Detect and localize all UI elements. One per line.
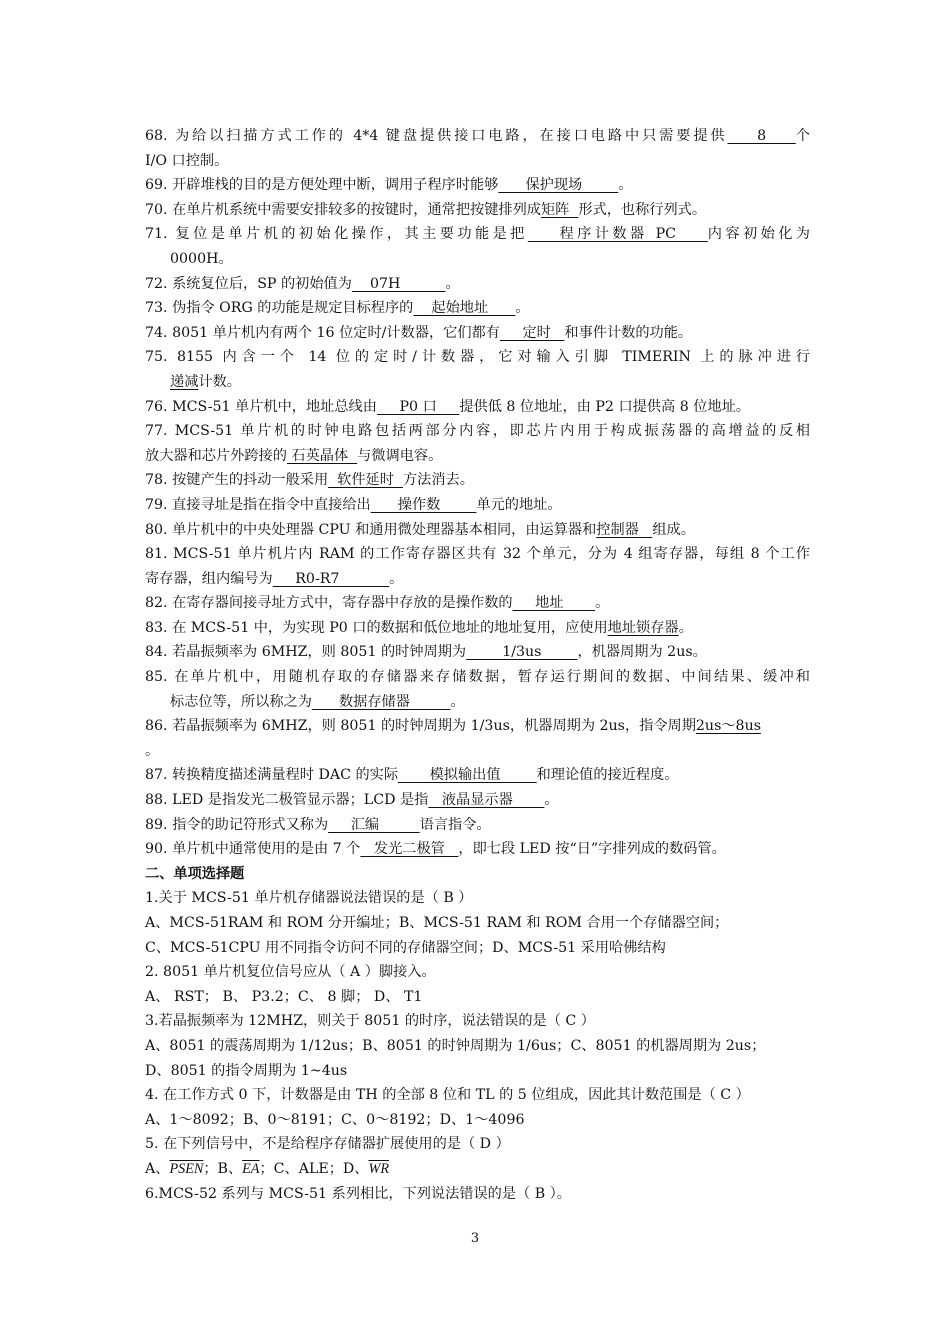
text-line — [145, 1108, 810, 1133]
text-run: 80. 单片机中的中央处理器 CPU 和通用微处理器基本相同，由运算器和 — [145, 521, 597, 538]
text-run: 。 — [544, 792, 559, 809]
text-line — [145, 739, 810, 764]
text-run: C、MCS-51CPU 用不同指令访问不同的存储器空间；D、MCS-51 采用哈佛结构 — [145, 939, 666, 956]
text-line — [145, 173, 810, 198]
text-line — [145, 198, 810, 223]
text-line — [145, 714, 810, 739]
text-line — [145, 886, 810, 911]
text-run: 。 — [389, 570, 404, 587]
text-run: 单元的地址。 — [476, 496, 562, 513]
text-run: 。 — [618, 177, 633, 194]
text-line — [145, 149, 810, 174]
text-run: 2. 8051 单片机复位信号应从（ A ）脚接入。 — [145, 964, 436, 981]
overlined-signal: PSEN — [169, 1160, 204, 1177]
section-heading — [145, 862, 810, 887]
text-line — [145, 788, 810, 813]
text-run: 86. 若晶振频率为 6MHZ，则 8051 的时钟周期为 1/3us，机器周期为 2us，指令周期 — [145, 718, 696, 735]
text-line — [145, 493, 810, 518]
text-line — [145, 1083, 810, 1108]
text-run: ，即七段 LED 按“日”字排列成的数码管。 — [458, 841, 726, 858]
text-run: 85. 在单片机中，用随机存取的存储器来存储数据，暂存运行期间的数据、中间结果、缓冲和 — [145, 669, 810, 686]
answer-blank: 软件延时 — [328, 472, 403, 489]
text-run: D、8051 的指令周期为 1~4us — [145, 1062, 348, 1079]
text-line — [145, 813, 810, 838]
answer-blank: 定时 — [499, 324, 565, 341]
text-run: 3.若晶振频率为 12MHZ，则关于 8051 的时序，说法错误的是（ C ） — [145, 1013, 595, 1030]
text-line — [145, 567, 810, 592]
text-run: 75. 8155 内含一个 14 位的定时/计数器，它对输入引脚 TIMERIN 上的脉冲进行 — [145, 349, 810, 366]
text-run: 71. 复位是单片机的初始化操作，其主要功能是把 — [145, 226, 528, 243]
text-line — [145, 1132, 810, 1157]
text-run: 4. 在工作方式 0 下，计数器是由 TH 的全部 8 位和 TL 的 5 位组成，因此其计数范围是（ C ） — [145, 1087, 750, 1104]
text-line — [145, 1034, 810, 1059]
text-run: 形式，也称行列式。 — [578, 201, 707, 218]
answer-blank: 操作数 — [370, 496, 477, 513]
answer-blank: 数据存储器 — [311, 693, 451, 710]
text-line — [145, 1157, 810, 1182]
text-line — [145, 591, 810, 616]
text-run: 。 — [450, 693, 465, 710]
text-run: 计数。 — [198, 373, 241, 390]
text-run: ；B、 — [203, 1160, 243, 1177]
answer-blank: 程序计数器 PC — [527, 226, 708, 243]
answer-blank: 递减 — [170, 373, 199, 390]
text-line — [145, 616, 810, 641]
text-run: 77. MCS-51 单片机的时钟电路包括两部分内容，即芯片内用于构成振荡器的高增益的反相 — [145, 423, 810, 440]
answer-blank: 起始地址 — [413, 300, 516, 317]
text-run: 与微调电容。 — [357, 447, 443, 464]
text-run: 5. 在下列信号中，不是给程序存储器扩展使用的是（ D ） — [145, 1136, 510, 1153]
text-run: A、 RST； B、 P3.2；C、 8 脚； D、 T1 — [145, 988, 423, 1005]
text-run: 语言指令。 — [419, 816, 491, 833]
text-line — [145, 518, 810, 543]
text-run: 70. 在单片机系统中需要安排较多的按键时，通常把按键排列成 — [145, 201, 541, 218]
answer-blank: P0 口 — [376, 398, 460, 415]
text-run: 和理论值的接近程度。 — [536, 767, 679, 784]
text-line — [145, 222, 810, 247]
text-run: 72. 系统复位后，SP 的初始值为 — [145, 275, 352, 292]
text-line — [145, 296, 810, 321]
text-run: 0000H。 — [170, 250, 233, 267]
text-run: 78. 按键产生的抖动一般采用 — [145, 472, 329, 489]
text-run: A、MCS-51RAM 和 ROM 分开编址；B、MCS-51 RAM 和 ROM 合用一个存储器空间； — [145, 915, 729, 931]
answer-blank: 汇编 — [328, 816, 420, 833]
text-line — [145, 345, 810, 370]
text-line — [145, 985, 810, 1010]
text-run: 74. 8051 单片机内有两个 16 位定时/计数器，它们都有 — [145, 324, 500, 341]
text-run: 87. 转换精度描述满量程时 DAC 的实际 — [145, 767, 399, 784]
answer-blank: 2us～8us — [695, 718, 761, 735]
answer-blank: R0-R7 — [272, 570, 390, 587]
text-run: 6.MCS-52 系列与 MCS-51 系列相比，下列说法错误的是（ B ）。 — [145, 1185, 571, 1202]
text-line — [145, 936, 810, 961]
text-run: 放大器和芯片外跨接的 — [145, 447, 287, 464]
text-run: ，机器周期为 2us。 — [577, 644, 707, 661]
text-run: 1.关于 MCS-51 单片机存储器说法错误的是（ B ） — [145, 890, 473, 907]
text-run: 。 — [515, 300, 530, 317]
text-run: 内容初始化为 — [707, 226, 810, 243]
text-line — [145, 468, 810, 493]
text-run: ；C、ALE；D、 — [259, 1160, 369, 1177]
overlined-signal: $\overline{EA}$ — [242, 1160, 260, 1177]
text-run: 方法消去。 — [402, 472, 474, 489]
text-line — [145, 444, 810, 469]
text-run: 组成。 — [652, 521, 695, 538]
text-line — [145, 665, 810, 690]
text-line — [145, 1182, 810, 1207]
text-line — [145, 911, 810, 936]
text-line — [145, 542, 810, 567]
text-run: 69. 开辟堆栈的目的是方便处理中断，调用子程序时能够 — [145, 177, 499, 194]
text-line — [145, 247, 810, 272]
answer-blank: 发光二极管 — [360, 841, 459, 858]
text-line — [145, 1009, 810, 1034]
text-line — [145, 395, 810, 420]
text-run: 89. 指令的助记符形式又称为 — [145, 816, 329, 833]
text-line — [145, 321, 810, 346]
text-run: 。 — [678, 619, 693, 636]
text-line — [145, 690, 810, 715]
text-run: 73. 伪指令 ORG 的功能是规定目标程序的 — [145, 300, 414, 317]
text-line — [145, 419, 810, 444]
text-run: 82. 在寄存器间接寻址方式中，寄存器中存放的是操作数的 — [145, 595, 513, 612]
answer-blank: 地址 — [512, 595, 596, 612]
text-run: 。 — [595, 595, 610, 612]
text-run: 提供低 8 位地址，由 P2 口提供高 8 位地址。 — [459, 398, 750, 415]
text-run: 寄存器，组内编号为 — [145, 570, 273, 587]
text-line — [145, 640, 810, 665]
text-line — [145, 837, 810, 862]
text-run: 76. MCS-51 单片机中，地址总线由 — [145, 398, 377, 415]
text-run: 81. MCS-51 单片机片内 RAM 的工作寄存器区共有 32 个单元，分为 4 组寄存器，每组 8 个工作 — [145, 546, 810, 563]
text-run: A、8051 的震荡周期为 1/12us；B、8051 的时钟周期为 1/6us；C、8051 的机器周期为 2us； — [145, 1037, 766, 1054]
text-line — [145, 763, 810, 788]
text-run: 88. LED 是指发光二极管显示器；LCD 是指 — [145, 792, 429, 809]
text-run: 68. 为给以扫描方式工作的 4*4 键盘提供接口电路，在接口电路中只需要提供 — [145, 128, 728, 144]
answer-blank: 液晶显示器 — [428, 792, 545, 809]
text-run: 个 — [795, 128, 810, 144]
text-run: 84. 若晶振频率为 6MHZ，则 8051 的时钟周期为 — [145, 644, 467, 661]
answer-blank: 石英晶体 — [286, 447, 358, 464]
text-run: A、1～8092；B、0～8191；C、0～8192；D、1～4096 — [145, 1111, 525, 1128]
text-line — [145, 370, 810, 395]
text-run: 。 — [145, 742, 160, 759]
text-line — [145, 124, 810, 149]
answer-blank: 矩阵 — [540, 201, 579, 218]
answer-blank: 8 — [727, 128, 796, 144]
answer-blank: 07H — [351, 275, 446, 292]
answer-blank: 1/3us — [466, 644, 578, 661]
text-line — [145, 272, 810, 297]
text-run: 。 — [445, 275, 460, 292]
text-run: 二、单项选择题 — [145, 865, 245, 882]
page-number: 3 — [470, 1231, 480, 1246]
text-run: A、 — [145, 1160, 170, 1177]
text-run: 83. 在 MCS-51 中，为实现 P0 口的数据和低位地址的地址复用，应使用 — [145, 619, 608, 636]
text-run: I/O 口控制。 — [145, 152, 229, 169]
answer-blank: 模拟输出值 — [398, 767, 537, 784]
text-run: 90. 单片机中通常使用的是由 7 个 — [145, 841, 361, 858]
document-page — [145, 124, 810, 1206]
text-line — [145, 1059, 810, 1084]
text-run: 和事件计数的功能。 — [564, 324, 693, 341]
answer-blank: 控制器 — [596, 521, 653, 538]
text-run: 79. 直接寻址是指在指令中直接给出 — [145, 496, 371, 513]
answer-blank: 地址锁存器 — [607, 619, 679, 636]
answer-blank: 保护现场 — [498, 177, 619, 194]
text-run: 标志位等，所以称之为 — [170, 693, 312, 710]
overlined-signal: $\overline{WR}$ — [368, 1160, 389, 1177]
text-line — [145, 960, 810, 985]
